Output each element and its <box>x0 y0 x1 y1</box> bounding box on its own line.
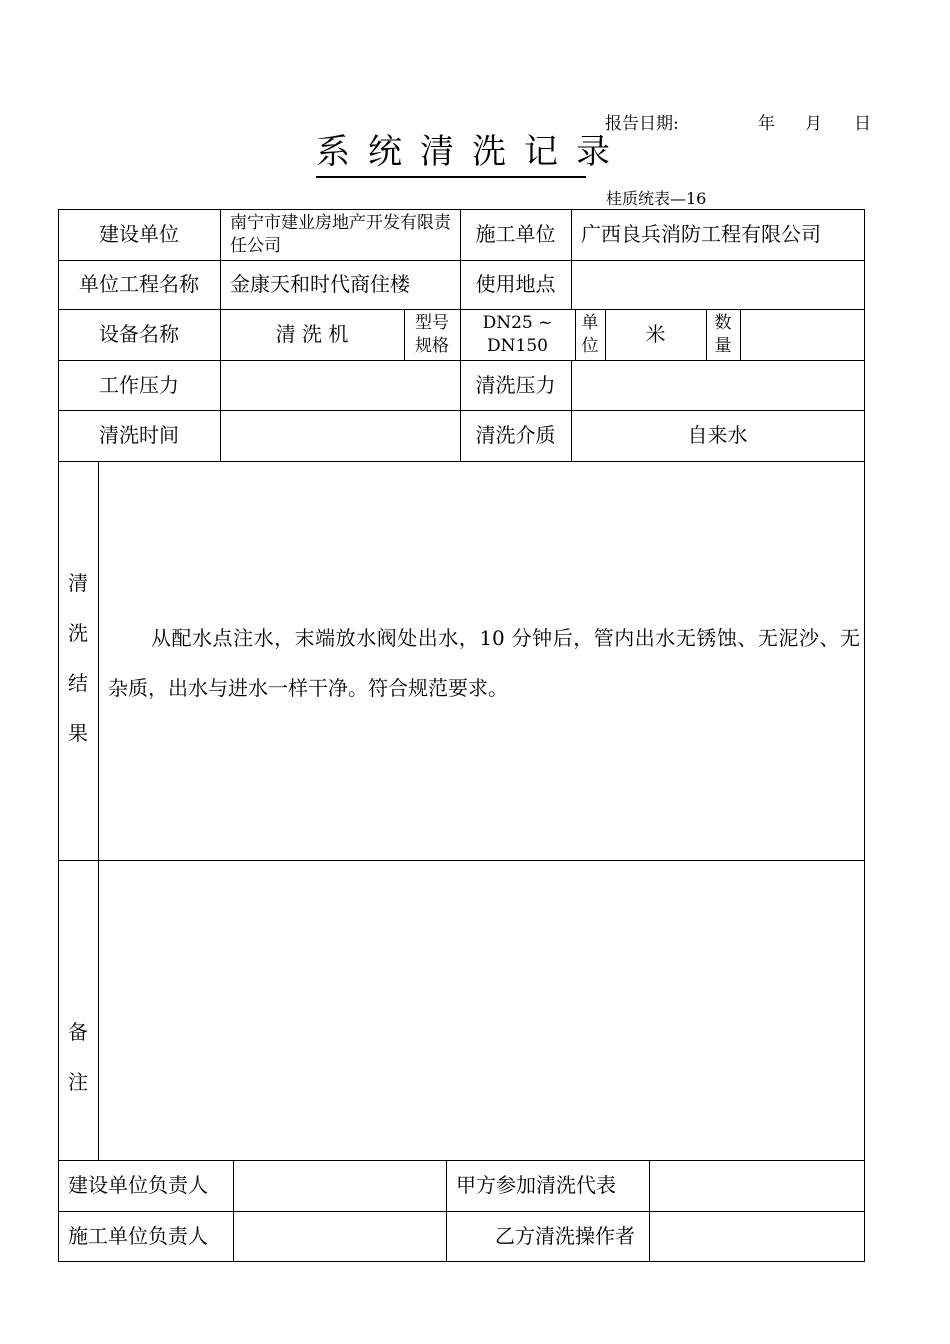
report-date-day: 日 <box>854 114 871 134</box>
model-value-line2: DN150 <box>487 335 548 356</box>
build-leader-label: 建设单位负责人 <box>68 1173 208 1197</box>
model-label <box>404 309 460 360</box>
construct-leader-label: 施工单位负责人 <box>68 1223 208 1248</box>
clean-medium-label: 清洗介质 <box>475 423 556 447</box>
report-date-year: 年 <box>758 114 775 134</box>
location-label: 使用地点 <box>475 272 556 296</box>
clean-time-value[interactable] <box>220 410 460 461</box>
unit-label-line1: 单 <box>581 312 599 333</box>
result-label <box>58 558 98 758</box>
party-b-operator-label: 乙方清洗操作者 <box>495 1223 635 1248</box>
remarks-label <box>58 1007 98 1107</box>
remarks-label-char: 注 <box>68 1070 88 1094</box>
model-value-line1: DN25 ~ <box>482 312 553 333</box>
construct-unit-label: 施工单位 <box>475 222 556 246</box>
result-label-char: 清 <box>68 571 88 595</box>
work-pressure-value[interactable] <box>220 360 460 410</box>
construct-unit-value: 广西良兵消防工程有限公司 <box>581 222 821 246</box>
form-code: 桂质统表—16 <box>606 189 707 208</box>
qty-label-line1: 数 <box>714 312 732 333</box>
build-unit-value: 南宁市建业房地产开发有限责任公司 <box>230 212 451 256</box>
clean-time-label: 清洗时间 <box>99 423 179 447</box>
report-date-label: 报告日期: <box>605 114 679 134</box>
unit-label <box>575 309 605 360</box>
project-name-label: 单位工程名称 <box>79 272 199 296</box>
unit-label-line2: 位 <box>581 335 599 356</box>
clean-pressure-value[interactable] <box>571 360 864 410</box>
model-value <box>460 309 575 360</box>
work-pressure-label: 工作压力 <box>99 372 179 397</box>
party-a-rep-label: 甲方参加清洗代表 <box>456 1173 616 1197</box>
equipment-value: 清 洗 机 <box>275 322 349 346</box>
result-label-char: 结 <box>68 671 88 695</box>
page-title: 系统清洗记录 <box>316 132 628 172</box>
location-value[interactable] <box>571 260 864 309</box>
remarks-label-char: 备 <box>68 1020 88 1044</box>
qty-label-line2: 量 <box>714 335 732 356</box>
clean-medium-value: 自来水 <box>687 423 748 447</box>
unit-value: 米 <box>645 322 666 346</box>
equipment-label: 设备名称 <box>99 322 179 346</box>
build-leader-value[interactable] <box>233 1160 446 1211</box>
title-underline <box>316 176 586 178</box>
result-label-char: 洗 <box>68 621 88 645</box>
qty-value[interactable] <box>740 309 864 360</box>
qty-label <box>706 309 740 360</box>
model-label-line1: 型号 <box>415 312 449 333</box>
party-b-operator-value[interactable] <box>649 1211 864 1261</box>
party-a-rep-value[interactable] <box>649 1160 864 1211</box>
build-unit-label: 建设单位 <box>99 222 179 246</box>
report-date-month: 月 <box>805 114 822 134</box>
clean-pressure-label: 清洗压力 <box>475 372 556 397</box>
result-text: 从配水点注水，末端放水阀处出水，10 分钟后，管内出水无锈蚀、无泥沙、无杂质，出水与进水一样干净。符合规范要求。 <box>108 626 860 700</box>
project-name-value: 金康天和时代商住楼 <box>230 272 410 296</box>
result-label-char: 果 <box>68 721 88 745</box>
model-label-line2: 规格 <box>415 335 449 356</box>
construct-leader-value[interactable] <box>233 1211 446 1261</box>
remarks-text[interactable] <box>99 861 864 1160</box>
